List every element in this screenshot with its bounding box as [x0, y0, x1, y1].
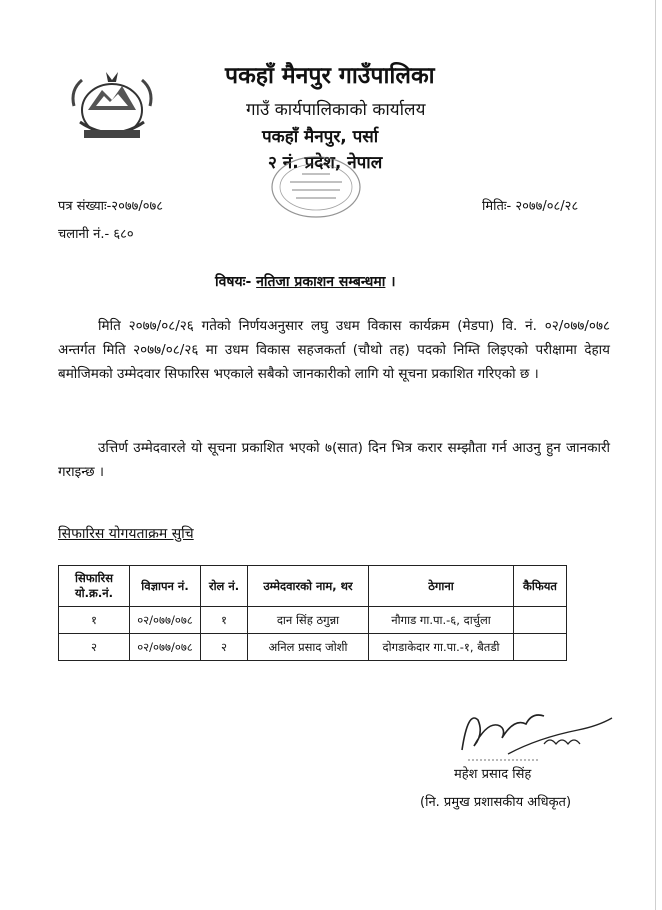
cell-advertisement: ०२/०७७/०७८: [130, 607, 201, 634]
col-roll: रोल नं.: [201, 566, 248, 607]
cell-roll: १: [201, 607, 248, 634]
office-stamp-icon: [262, 152, 370, 222]
col-address: ठेगाना: [369, 566, 514, 607]
col-remarks: कैफियत: [514, 566, 567, 607]
page-edge: [655, 0, 656, 910]
recommendation-table: [58, 565, 567, 661]
col-serial: सिफारिस यो.क्र.नं.: [59, 566, 130, 607]
cell-remarks: [514, 607, 567, 634]
cell-remarks: [514, 634, 567, 661]
cell-candidate-name: अनिल प्रसाद जोशी: [248, 634, 369, 661]
table-header-row: [59, 566, 567, 607]
subject-label: विषयः-: [215, 274, 252, 290]
table-row: [59, 607, 567, 634]
nepal-emblem-icon: [66, 66, 158, 148]
reference-number: पत्र संख्याः-२०७७/०७८: [58, 199, 164, 214]
body-paragraph-1: मिति २०७७/०८/२६ गतेको निर्णयअनुसार लघु उधम विकास कार्यक्रम (मेडपा) वि. नं. ०२/०७७/०७८ अन्तर्गत मिति २०७७/०८/२६ मा उधम विकास सहजकर्ता (चौथो तह) पदको निम्ति लिइएको परीक्षामा देहाय बमोजिमको उम्मेदवार सिफारिस भएकाले सबैको जानकारीको लागि यो सूचना प्रकाशित गरिएको छ ।: [58, 318, 610, 382]
subject-end: ।: [390, 274, 396, 290]
cell-roll: २: [201, 634, 248, 661]
signatory-title: (नि. प्रमुख प्रशासकीय अधिकृत): [420, 795, 572, 810]
cell-advertisement: ०२/०७७/०७८: [130, 634, 201, 661]
office-name: गाउँ कार्यपालिकाको कार्यालय: [246, 100, 426, 120]
table-row: [59, 634, 567, 661]
cell-address: दोगडाकेदार गा.पा.-१, बैतडी: [369, 634, 514, 661]
col-advertisement: विज्ञापन नं.: [130, 566, 201, 607]
dispatch-number: चलानी नं.- ६८०: [58, 227, 134, 242]
subject-line: [215, 272, 396, 291]
col-candidate-name: उम्मेदवारको नाम, थर: [248, 566, 369, 607]
province-line: २ नं. प्रदेश, नेपाल: [268, 153, 383, 173]
recommendation-list-title: सिफारिस योगयताक्रम सुचि: [58, 526, 194, 542]
cell-address: नौगाड गा.पा.-६, दार्चुला: [369, 607, 514, 634]
signatory-name: महेश प्रसाद सिंह: [454, 767, 532, 782]
cell-serial: २: [59, 634, 130, 661]
letter-date: मितिः- २०७७/०८/२८: [482, 199, 579, 214]
body-paragraph-2: उत्तिर्ण उम्मेदवारले यो सूचना प्रकाशित भएको ७(सात) दिन भित्र करार सम्झौता गर्न आउनु हुन जानकारी गराइन्छ ।: [58, 440, 610, 480]
office-address: पकहाँ मैनपुर, पर्सा: [262, 127, 379, 147]
cell-serial: १: [59, 607, 130, 634]
municipality-name: पकहाँ मैनपुर गाउँपालिका: [225, 63, 435, 89]
subject-text: नतिजा प्रकाशन सम्बन्धमा: [256, 274, 386, 290]
cell-candidate-name: दान सिंह ठगुन्ना: [248, 607, 369, 634]
